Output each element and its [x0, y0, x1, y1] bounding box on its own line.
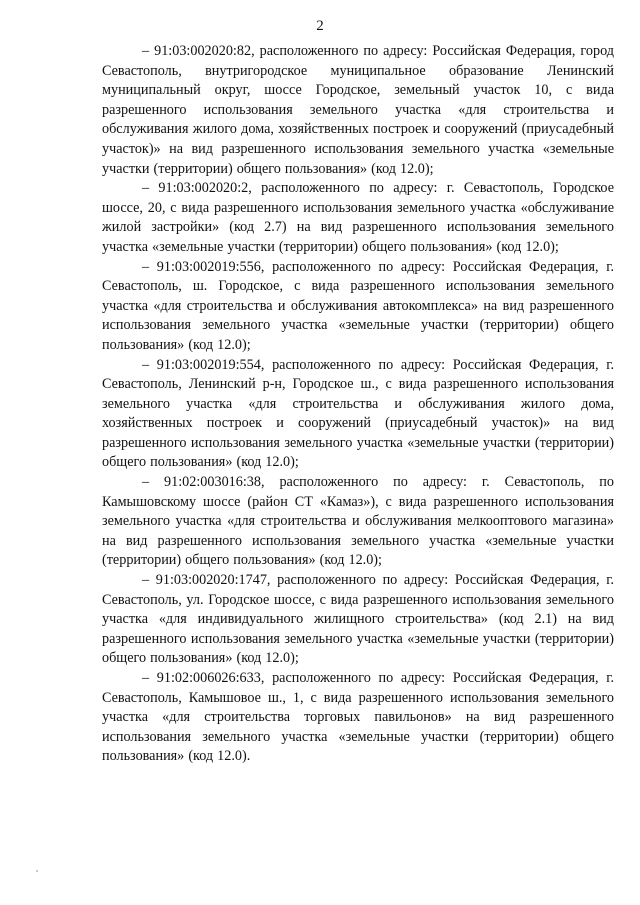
paragraph-land-plot-1: – 91:03:002020:82, расположенного по адресу: Российская Федерация, город Севастополь, внутригородское муниципальное образование Ленинский муниципальный округ, шоссе Городское, земельный участок 10, с вида разрешенного использования земельного участка «для строительства и обслуживания жилого дома, хозяйственных построек и сооружений (приусадебный участок)» на вид разрешенного использования земельного участка «земельные участки (территории) общего пользования» (код 12.0);	[102, 43, 614, 177]
paragraph-land-plot-7: – 91:02:006026:633, расположенного по адресу: Российская Федерация, г. Севастополь, Камышовое ш., 1, с вида разрешенного использования земельного участка «для строительства торговых павильонов» на вид разрешенного использования земельного участка «земельные участки (территории) общего пользования» (код 12.0).	[102, 670, 614, 765]
paragraph-land-plot-3: – 91:03:002019:556, расположенного по адресу: Российская Федерация, г. Севастополь, ш. Городское, с вида разрешенного использования земельного участка «для строительства и обслуживания автокомплекса» на вид разрешенного использования земельного участка «земельные участки (территории) общего пользования» (код 12.0);	[102, 258, 614, 353]
paragraph-land-plot-2: – 91:03:002020:2, расположенного по адресу: г. Севастополь, Городское шоссе, 20, с вида разрешенного использования земельного участка «обслуживание жилой застройки» (код 2.7) на вид разрешенного использования земельного участка «земельные участки (территории) общего пользования» (код 12.0);	[102, 180, 614, 255]
page-number: 2	[316, 18, 324, 34]
document-body	[102, 42, 614, 767]
paragraph-land-plot-5: – 91:02:003016:38, расположенного по адресу: г. Севастополь, по Камышовскому шоссе (район СТ «Камаз»), с вида разрешенного использования земельного участка «для строительства и обслуживания мелкооптового магазина» на вид разрешенного использования земельного участка «земельные участки (территории) общего пользования» (код 12.0);	[102, 474, 614, 569]
paragraph-land-plot-6: – 91:03:002020:1747, расположенного по адресу: Российская Федерация, г. Севастополь, ул. Городское шоссе, с вида разрешенного использования земельного участка «для индивидуального жилищного строительства» (код 2.1) на вид разрешенного использования земельного участка «земельные участки (территории) общего пользования» (код 12.0);	[102, 572, 614, 667]
scan-speck	[36, 870, 38, 872]
paragraph-land-plot-4: – 91:03:002019:554, расположенного по адресу: Российская Федерация, г. Севастополь, Ленинский р-н, Городское ш., с вида разрешенного использования земельного участка «для строительства и обслуживания жилого дома, хозяйственных построек и сооружений (приусадебный участок)» на вид разрешенного использования земельного участка «земельные участки (территории) общего пользования» (код 12.0);	[102, 356, 614, 471]
